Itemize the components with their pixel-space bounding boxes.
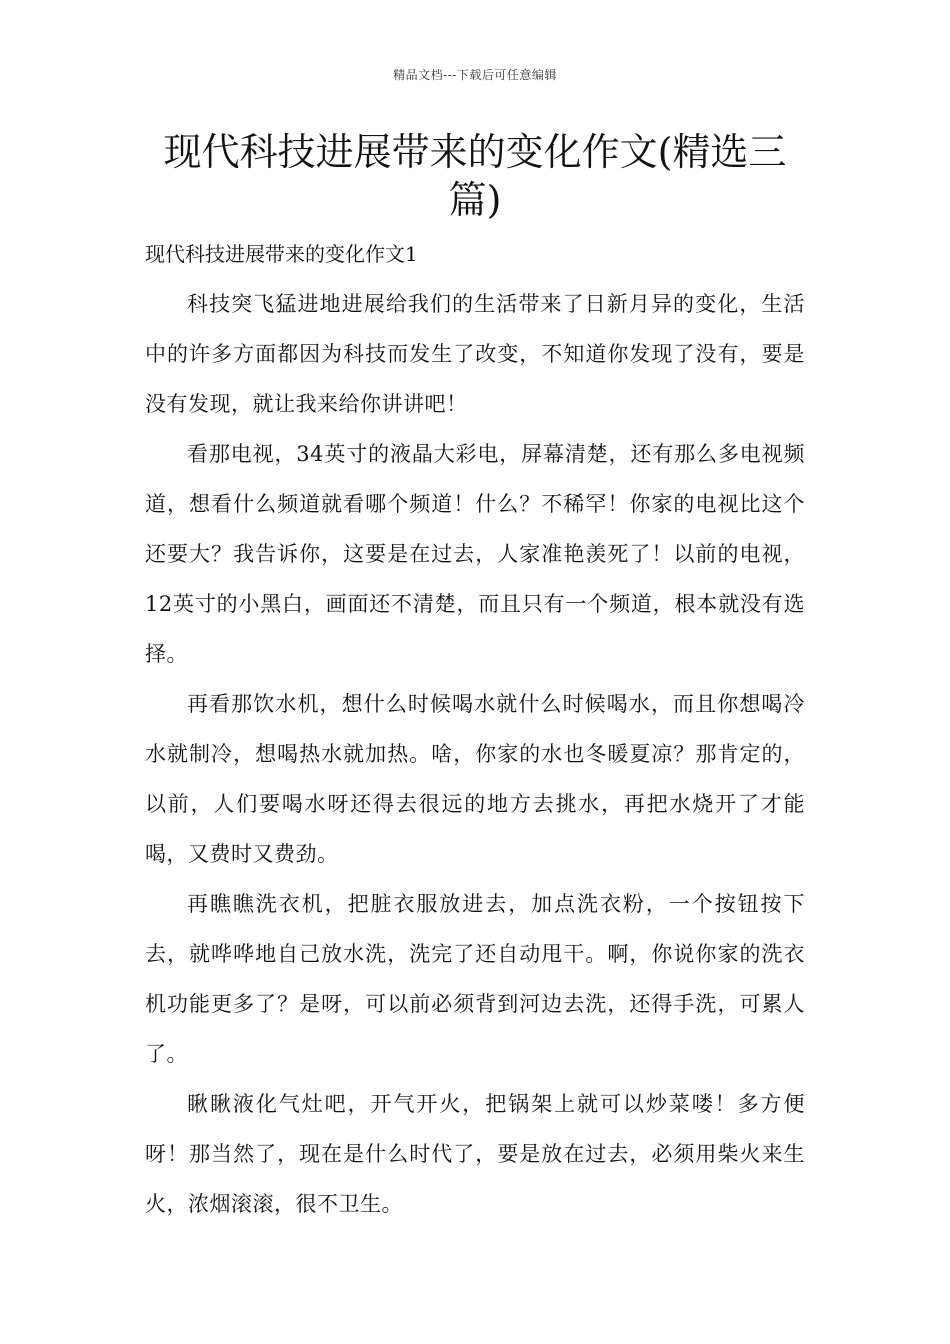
- paragraph: 看那电视，34英寸的液晶大彩电，屏幕清楚，还有那么多电视频道，想看什么频道就看哪个频道！什么？不稀罕！你家的电视比这个还要大？我告诉你，这要是在过去，人家准艳羡死了！以前的电视，12英寸的小黑白，画面还不清楚，而且只有一个频道，根本就没有选择。: [145, 442, 805, 666]
- header-note: 精品文档---下载后可任意编辑: [393, 68, 557, 82]
- paragraph: 科技突飞猛进地进展给我们的生活带来了日新月异的变化，生活中的许多方面都因为科技而发生了改变，不知道你发现了没有，要是没有发现，就让我来给你讲讲吧！: [145, 292, 805, 416]
- document-title: 现代科技进展带来的变化作文(精选三篇): [163, 130, 787, 222]
- paragraph: 再看那饮水机，想什么时候喝水就什么时候喝水，而且你想喝冷水就制冷，想喝热水就加热。啥，你家的水也冬暖夏凉？那肯定的，以前，人们要喝水呀还得去很远的地方去挑水，再把水烧开了才能喝，又费时又费劲。: [145, 692, 805, 866]
- body-text: [145, 279, 805, 1229]
- section-heading: 现代科技进展带来的变化作文1: [145, 242, 418, 266]
- paragraph: 瞅瞅液化气灶吧，开气开火，把锅架上就可以炒菜喽！多方便呀！那当然了，现在是什么时代了，要是放在过去，必须用柴火来生火，浓烟滚滚，很不卫生。: [145, 1092, 805, 1216]
- paragraph: 再瞧瞧洗衣机，把脏衣服放进去，加点洗衣粉，一个按钮按下去，就哗哗地自己放水洗，洗完了还自动甩干。啊，你说你家的洗衣机功能更多了？是呀，可以前必须背到河边去洗，还得手洗，可累人了。: [145, 892, 805, 1066]
